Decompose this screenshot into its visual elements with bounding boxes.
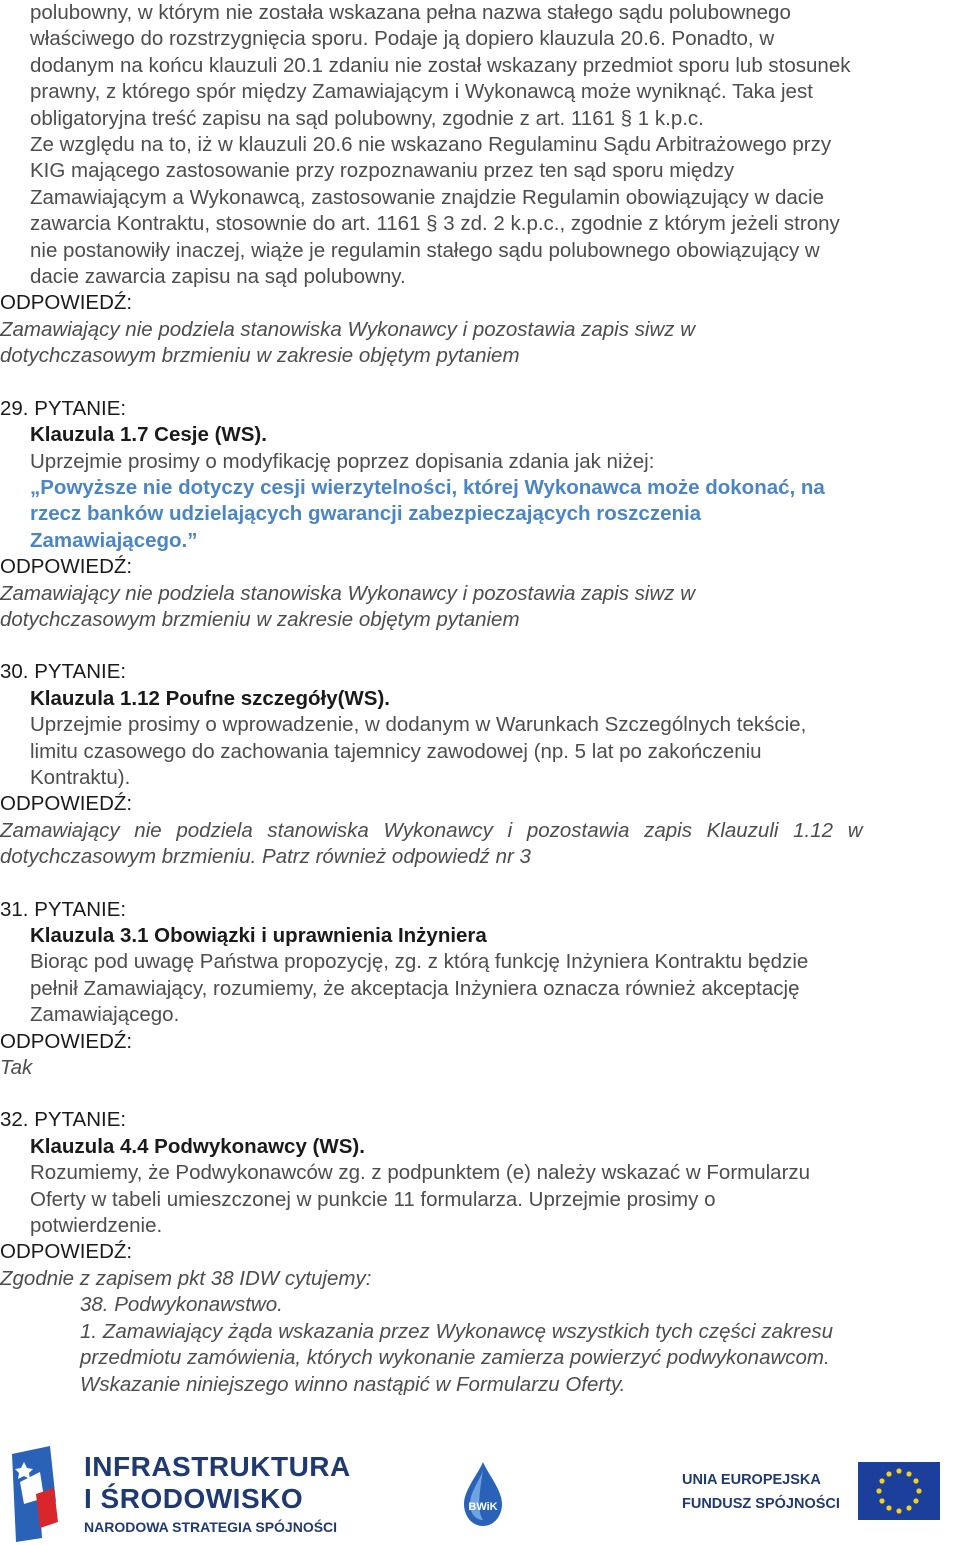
text-line: Zamawiającym a Wykonawcą, zastosowanie znajdzie Regulamin obowiązujący w dacie [30,185,824,209]
logo-line-3: NARODOWA STRATEGIA SPÓJNOŚCI [84,1519,338,1535]
text-line: KIG mającego zastosowanie przy rozpoznawaniu przez ten sąd sporu między [30,159,735,183]
question-30-clause: Klauzula 1.12 Poufne szczegóły(WS). [30,686,390,710]
logo-line-1: INFRASTRUKTURA [84,1451,351,1482]
text-line: dotychczasowym brzmieniu w zakresie objętym pytaniem [0,607,520,631]
text-line: dacie zawarcia zapisu na sąd polubowny. [30,265,406,289]
nss-flag-icon [12,1446,58,1542]
text-line: rzecz banków udzielających gwarancji zabezpieczających roszczenia [30,502,702,526]
answer-label: ODPOWIEDŹ: [0,555,133,579]
question-31-text [0,949,960,1028]
question-30-text [0,712,960,791]
text-line: limitu czasowego do zachowania tajemnicy zawodowej (np. 5 lat po zakończeniu [30,739,762,763]
eu-flag-icon [858,1462,940,1520]
eu-line-2: FUNDUSZ SPÓJNOŚCI [682,1496,840,1512]
text-line: nie postanowiły inaczej, wiąże je regulamin stałego sądu polubownego obowiązujący w [30,238,820,262]
logo-line-2: I ŚRODOWISKO [84,1483,304,1514]
text-line: dotychczasowym brzmieniu. Patrz również odpowiedź nr 3 [0,845,531,869]
answer-label: ODPOWIEDŹ: [0,1240,133,1264]
question-30-header: 30. PYTANIE: [0,660,127,684]
answer-label: ODPOWIEDŹ: [0,1029,133,1053]
question-29-quote [0,475,960,554]
text-line: 38. Podwykonawstwo. [80,1293,283,1317]
text-line: Zamawiający nie podziela stanowiska Wykonawcy i pozostawia zapis siwz w [0,581,695,605]
question-29-clause: Klauzula 1.7 Cesje (WS). [30,423,267,447]
answer-32-intro: Zgodnie z zapisem pkt 38 IDW cytujemy: [0,1266,372,1290]
eu-cohesion-fund-logo [682,1456,942,1526]
question-32-clause: Klauzula 4.4 Podwykonawcy (WS). [30,1134,365,1158]
text-line: Uprzejmie prosimy o wprowadzenie, w dodanym w Warunkach Szczególnych tekście, [30,713,807,737]
text-line: Oferty w tabeli umieszczonej w punkcie 11 formularza. Uprzejmie prosimy o [30,1187,716,1211]
infrastruktura-srodowisko-logo [10,1442,351,1542]
text-line: Rozumiemy, że Podwykonawców zg. z podpunktem (e) należy wskazać w Formularzu [30,1161,811,1185]
text-line: Wskazanie niniejszego winno nastąpić w Formularzu Oferty. [80,1372,626,1396]
footer-logos [0,1438,960,1545]
text-line: właściwego do rozstrzygnięcia sporu. Podaje ją dopiero klauzula 20.6. Ponadto, w [30,27,775,51]
paragraph-arbitration-intro [0,0,960,132]
text-line: zawarcia Kontraktu, stosownie do art. 1161 § 3 zd. 2 k.p.c., zgodnie z którym jeżeli strony [30,212,840,236]
bwik-logo [458,1460,508,1530]
question-32-text [0,1160,960,1239]
text-line: dotychczasowym brzmieniu w zakresie objętym pytaniem [0,344,520,368]
answer-label: ODPOWIEDŹ: [0,792,133,816]
text-line: prawny, z którego spór między Zamawiającym i Wykonawcą może wyniknąć. Taka jest [30,80,813,104]
text-line: Zamawiający nie podziela stanowiska Wykonawcy i pozostawia zapis Klauzuli 1.12 w [0,818,863,842]
text-line: Zamawiającego.” [30,528,198,552]
text-line: 1. Zamawiający żąda wskazania przez Wykonawcę wszystkich tych części zakresu [80,1319,834,1343]
answer-29 [0,581,960,634]
text-line: obligatoryjna treść zapisu na sąd polubowny, zgodnie z art. 1161 § 1 k.p.c. [30,106,704,130]
question-29-text: Uprzejmie prosimy o modyfikację poprzez dopisania zdania jak niżej: [30,449,655,473]
question-31-clause: Klauzula 3.1 Obowiązki i uprawnienia Inżyniera [30,924,487,947]
answer-label: ODPOWIEDŹ: [0,291,133,315]
text-line: Kontraktu). [30,765,131,789]
eu-line-1: UNIA EUROPEJSKA [682,1472,821,1488]
paragraph-arbitration-rules [0,132,960,290]
question-32-header: 32. PYTANIE: [0,1108,127,1132]
answer-28 [0,317,960,370]
answer-32-quote [0,1292,960,1398]
text-line: „Powyższe nie dotyczy cesji wierzytelności, której Wykonawca może dokonać, na [30,475,825,499]
text-line: Ze względu na to, iż w klauzuli 20.6 nie wskazano Regulaminu Sądu Arbitrażowego przy [30,133,832,157]
text-line: pełnił Zamawiający, rozumiemy, że akceptacja Inżyniera oznacza również akceptację [30,976,800,1000]
text-line: Zamawiający nie podziela stanowiska Wykonawcy i pozostawia zapis siwz w [0,317,695,341]
text-line: dodanym na końcu klauzuli 20.1 zdaniu nie został wskazany przedmiot sporu lub stosunek [30,53,851,77]
text-line: przedmiotu zamówienia, których wykonanie zamierza powierzyć podwykonawcom. [80,1346,830,1370]
text-line: Biorąc pod uwagę Państwa propozycję, zg. z którą funkcję Inżyniera Kontraktu będzie [30,950,809,974]
text-line: polubowny, w którym nie została wskazana pełna nazwa stałego sądu polubownego [30,1,791,24]
text-line: potwierdzenie. [30,1214,163,1238]
answer-31: Tak [0,1056,33,1080]
question-29-header: 29. PYTANIE: [0,396,127,420]
answer-30 [0,818,960,871]
question-31-header: 31. PYTANIE: [0,897,127,921]
text-line: Zamawiającego. [30,1003,180,1027]
bwik-logo-text: BWiK [468,1501,498,1513]
